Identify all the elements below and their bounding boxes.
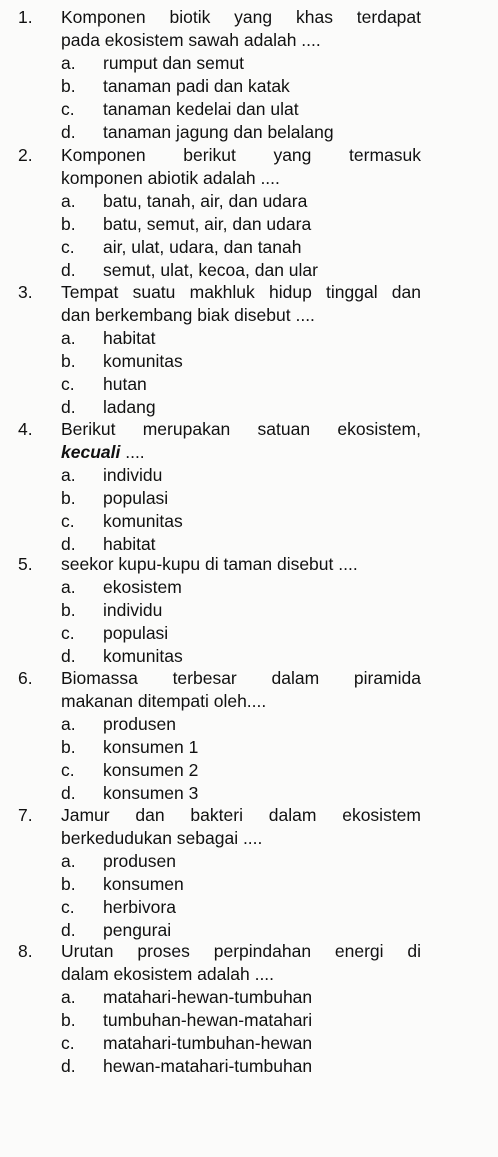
question-number: 2. [18, 145, 33, 165]
option-letter: d. [61, 920, 76, 940]
option-letter: d. [61, 1056, 76, 1076]
option-d[interactable] [61, 121, 334, 144]
question-line: berkedudukan sebagai .... [61, 828, 263, 848]
option-letter: b. [61, 600, 76, 620]
option-letter: d. [61, 260, 76, 280]
option-text: tanaman jagung dan belalang [103, 122, 334, 142]
option-text: konsumen 2 [103, 760, 199, 780]
option-d[interactable] [61, 396, 156, 419]
option-a[interactable] [61, 576, 182, 599]
option-letter: d. [61, 646, 76, 666]
option-d[interactable] [61, 782, 198, 805]
option-a[interactable] [61, 190, 307, 213]
option-b[interactable] [61, 873, 184, 896]
option-b[interactable] [61, 213, 311, 236]
option-text: tanaman kedelai dan ulat [103, 99, 299, 119]
option-letter: a. [61, 851, 76, 871]
option-a[interactable] [61, 850, 176, 873]
question-number: 1. [18, 7, 33, 27]
question-text [61, 940, 421, 986]
question-line: pada ekosistem sawah adalah .... [61, 30, 321, 50]
option-letter: c. [61, 237, 75, 257]
option-text: produsen [103, 714, 176, 734]
question-line: Biomassa terbesar dalam piramida [61, 668, 421, 688]
option-letter: c. [61, 99, 75, 119]
option-c[interactable] [61, 896, 176, 919]
question-number: 7. [18, 805, 33, 825]
option-d[interactable] [61, 1055, 312, 1078]
question-number: 4. [18, 419, 33, 439]
option-text: tanaman padi dan katak [103, 76, 290, 96]
question-text [61, 418, 421, 464]
option-text: habitat [103, 328, 156, 348]
option-c[interactable] [61, 236, 301, 259]
option-text: herbivora [103, 897, 176, 917]
question-line: Urutan proses perpindahan energi di [61, 941, 421, 961]
option-a[interactable] [61, 464, 162, 487]
option-b[interactable] [61, 599, 162, 622]
option-a[interactable] [61, 327, 156, 350]
option-letter: b. [61, 214, 76, 234]
option-text: populasi [103, 623, 169, 643]
option-c[interactable] [61, 622, 168, 645]
option-text: komunitas [103, 351, 183, 371]
option-letter: a. [61, 465, 76, 485]
option-text: produsen [103, 851, 176, 871]
question-line: dan berkembang biak disebut .... [61, 305, 315, 325]
option-b[interactable] [61, 1009, 312, 1032]
option-text: ekosistem [103, 577, 182, 597]
option-text: matahari-hewan-tumbuhan [103, 987, 313, 1007]
option-letter: c. [61, 623, 75, 643]
question-line: dalam ekosistem adalah .... [61, 964, 275, 984]
option-letter: b. [61, 874, 76, 894]
option-text: rumput dan semut [103, 53, 245, 73]
option-d[interactable] [61, 259, 318, 282]
option-letter: b. [61, 351, 76, 371]
option-d[interactable] [61, 645, 183, 668]
option-text: habitat [103, 534, 156, 554]
question-line: Komponen biotik yang khas terdapat [61, 7, 421, 27]
option-b[interactable] [61, 75, 290, 98]
option-letter: b. [61, 488, 76, 508]
question-line [61, 441, 421, 464]
option-text: tumbuhan-hewan-matahari [103, 1010, 313, 1030]
question-text [61, 6, 421, 52]
option-letter: a. [61, 53, 76, 73]
option-text: matahari-tumbuhan-hewan [103, 1033, 313, 1053]
question-text [61, 553, 421, 576]
option-letter: a. [61, 191, 76, 211]
option-text: populasi [103, 488, 169, 508]
option-a[interactable] [61, 52, 244, 75]
question-number: 6. [18, 668, 33, 688]
option-c[interactable] [61, 510, 183, 533]
option-letter: d. [61, 783, 76, 803]
option-letter: c. [61, 374, 75, 394]
option-letter: b. [61, 737, 76, 757]
option-text: komunitas [103, 511, 183, 531]
emphasis-word: kecuali [61, 442, 121, 462]
option-c[interactable] [61, 759, 198, 782]
question-text [61, 281, 421, 327]
option-b[interactable] [61, 736, 198, 759]
option-a[interactable] [61, 986, 312, 1009]
option-letter: a. [61, 987, 76, 1007]
option-letter: c. [61, 511, 75, 531]
option-c[interactable] [61, 1032, 312, 1055]
question-text [61, 667, 421, 713]
option-letter: d. [61, 122, 76, 142]
question-line: Berikut merupakan satuan ekosistem, [61, 419, 421, 439]
option-c[interactable] [61, 373, 147, 396]
option-letter: a. [61, 577, 76, 597]
option-letter: b. [61, 1010, 76, 1030]
option-text: konsumen 3 [103, 783, 199, 803]
option-d[interactable] [61, 919, 171, 942]
option-text: batu, tanah, air, dan udara [103, 191, 308, 211]
question-line: makanan ditempati oleh.... [61, 691, 267, 711]
option-letter: d. [61, 397, 76, 417]
option-c[interactable] [61, 98, 299, 121]
question-number: 8. [18, 941, 33, 961]
option-letter: a. [61, 714, 76, 734]
option-text: hewan-matahari-tumbuhan [103, 1056, 313, 1076]
option-text: semut, ulat, kecoa, dan ular [103, 260, 318, 280]
option-letter: c. [61, 760, 75, 780]
option-text: ladang [103, 397, 156, 417]
option-text: hutan [103, 374, 147, 394]
question-line: seekor kupu-kupu di taman disebut .... [61, 554, 358, 574]
question-text [61, 804, 421, 850]
option-letter: a. [61, 328, 76, 348]
option-text: komunitas [103, 646, 183, 666]
option-letter: b. [61, 76, 76, 96]
option-a[interactable] [61, 713, 176, 736]
option-text: individu [103, 465, 163, 485]
option-b[interactable] [61, 487, 168, 510]
option-text: konsumen [103, 874, 184, 894]
option-letter: d. [61, 534, 76, 554]
question-text [61, 144, 421, 190]
question-number: 5. [18, 554, 33, 574]
option-text: air, ulat, udara, dan tanah [103, 237, 302, 257]
option-text: konsumen 1 [103, 737, 199, 757]
question-line: Jamur dan bakteri dalam ekosistem [61, 805, 421, 825]
option-text: pengurai [103, 920, 172, 940]
question-line: Tempat suatu makhluk hidup tinggal dan [61, 282, 421, 302]
question-line: Komponen berikut yang termasuk [61, 145, 421, 165]
option-letter: c. [61, 1033, 75, 1053]
option-letter: c. [61, 897, 75, 917]
option-text: individu [103, 600, 163, 620]
option-b[interactable] [61, 350, 183, 373]
question-line: komponen abiotik adalah .... [61, 168, 280, 188]
question-number: 3. [18, 282, 33, 302]
emphasis-suffix: .... [120, 442, 145, 462]
option-text: batu, semut, air, dan udara [103, 214, 312, 234]
